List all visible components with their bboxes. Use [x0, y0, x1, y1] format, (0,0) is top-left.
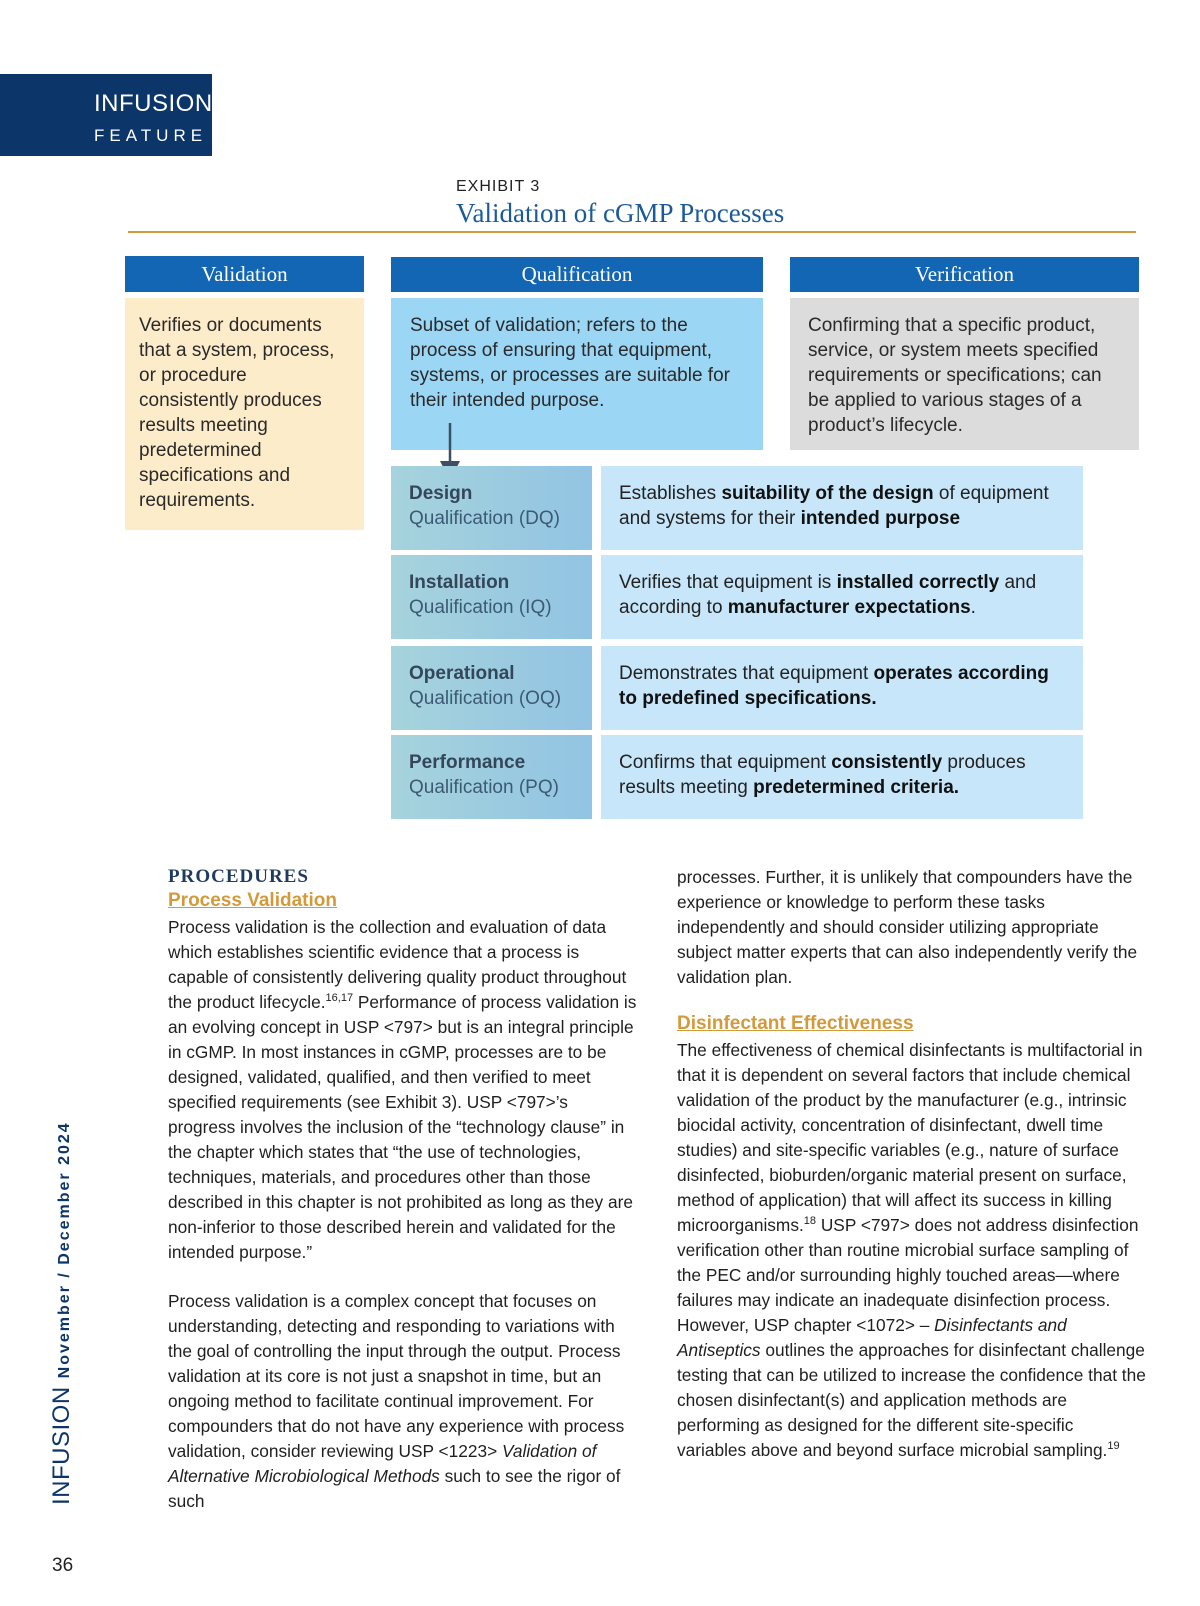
verification-header: Verification	[790, 257, 1139, 292]
article-column-right	[677, 865, 1147, 990]
validation-description: Verifies or documents that a system, process, or procedure consistently produces results meeting predetermined specifications and requirements.	[125, 298, 364, 530]
qualification-stage-type: Qualification (PQ)	[409, 777, 559, 798]
running-head	[48, 1121, 76, 1505]
qualification-row-label	[391, 735, 592, 819]
brand-tag	[0, 74, 212, 156]
qualification-stage-name: Installation	[409, 572, 510, 593]
page-number: 36	[52, 1555, 74, 1576]
qualification-row-label	[391, 646, 592, 730]
qualification-row-label	[391, 466, 592, 550]
running-head-logo: INFUSION	[48, 1386, 75, 1505]
qualification-row-description: Demonstrates that equipment operates according to predefined specifications.	[601, 646, 1083, 730]
title-rule	[128, 231, 1136, 233]
exhibit-title: Validation of cGMP Processes	[456, 198, 785, 228]
disinfectant-effectiveness-heading: Disinfectant Effectiveness	[677, 1013, 914, 1034]
procedures-heading: PROCEDURES	[168, 866, 309, 887]
qualification-row-description: Establishes suitability of the design of equipment and systems for their intended purpose	[601, 466, 1083, 550]
qualification-stage-type: Qualification (OQ)	[409, 688, 562, 709]
validation-header: Validation	[125, 256, 364, 292]
qualification-header: Qualification	[391, 257, 763, 292]
paragraph: Process validation is the collection and evaluation of data which establishes scientific evidence that a process is capable of consistently delivering quality product throughout the product lifecycle.$^{16,17}$ Performance of process validation is an evolving concept in USP <797> but is an integral principle in cGMP. In most instances in cGMP, processes are to be designed, validated, qualified, and then verified to meet specified requirements (see Exhibit 3). USP <797>’s progress involves the inclusion of the “technology clause” in the chapter which states that “the use of technologies, techniques, materials, and procedures other than those described in this chapter is not prohibited as long as they are non-inferior to those described herein and validated for the intended purpose.”	[168, 917, 637, 1262]
qualification-row-description: Confirms that equipment consistently produces results meeting predetermined criteria.	[601, 735, 1083, 819]
paragraph: The effectiveness of chemical disinfectants is multifactorial in that it is dependent on several factors that include chemical validation of the product by the manufacturer (e.g., intrinsic biocidal activity, concentration of disinfectant, dwell time studies) and site-specific variables (e.g., nature of surface disinfected, bioburden/organic material present on surface, method of application) that will affect its success in killing microorganisms.$^{18}$ USP <797> does not address disinfection verification other than routine microbial surface sampling of the PEC and/or surrounding highly touched areas—where failures may indicate an inadequate disinfection process. However, USP chapter <1072> – Disinfectants and Antiseptics outlines the approaches for disinfectant challenge testing that can be utilized to increase the confidence that the chosen disinfectant(s) and application methods are performing as designed for the different site-specific variables above and beyond surface microbial sampling.$^{19}$	[677, 1040, 1146, 1460]
exhibit-label: EXHIBIT 3	[456, 178, 541, 195]
article-column-right-continued	[677, 1038, 1147, 1463]
process-validation-heading: Process Validation	[168, 890, 337, 911]
qualification-stage-name: Performance	[409, 752, 526, 773]
paragraph: processes. Further, it is unlikely that compounders have the experience or knowledge to perform these tasks independently and should consider utilizing appropriate subject matter experts that can also independently verify the validation plan.	[677, 867, 1138, 987]
qualification-stage-name: Design	[409, 483, 473, 504]
article-column-left	[168, 915, 638, 1514]
qualification-row-label	[391, 555, 592, 639]
qualification-row-description: Verifies that equipment is installed correctly and according to manufacturer expectations.	[601, 555, 1083, 639]
paragraph: Process validation is a complex concept that focuses on understanding, detecting and responding to variations with the goal of controlling the input through the output. Process validation at its core is not just a snapshot in time, but an ongoing method to facilitate continual improvement. For compounders that do not have any experience with process validation, consider reviewing USP <1223> Validation of Alternative Microbiological Methods such to see the rigor of such	[168, 1291, 625, 1511]
qualification-stage-name: Operational	[409, 663, 515, 684]
qualification-stage-type: Qualification (IQ)	[409, 597, 552, 618]
infusion-logo: INFUSION	[94, 90, 213, 117]
section-label: FEATURE	[94, 126, 208, 145]
issue-date: November / December 2024	[56, 1121, 73, 1379]
qualification-description: Subset of validation; refers to the process of ensuring that equipment, systems, or processes are suitable for their intended purpose.	[391, 298, 763, 450]
qualification-stage-type: Qualification (DQ)	[409, 508, 560, 529]
verification-description: Confirming that a specific product, service, or system meets specified requirements or specifications; can be applied to various stages of a product’s lifecycle.	[790, 298, 1139, 450]
